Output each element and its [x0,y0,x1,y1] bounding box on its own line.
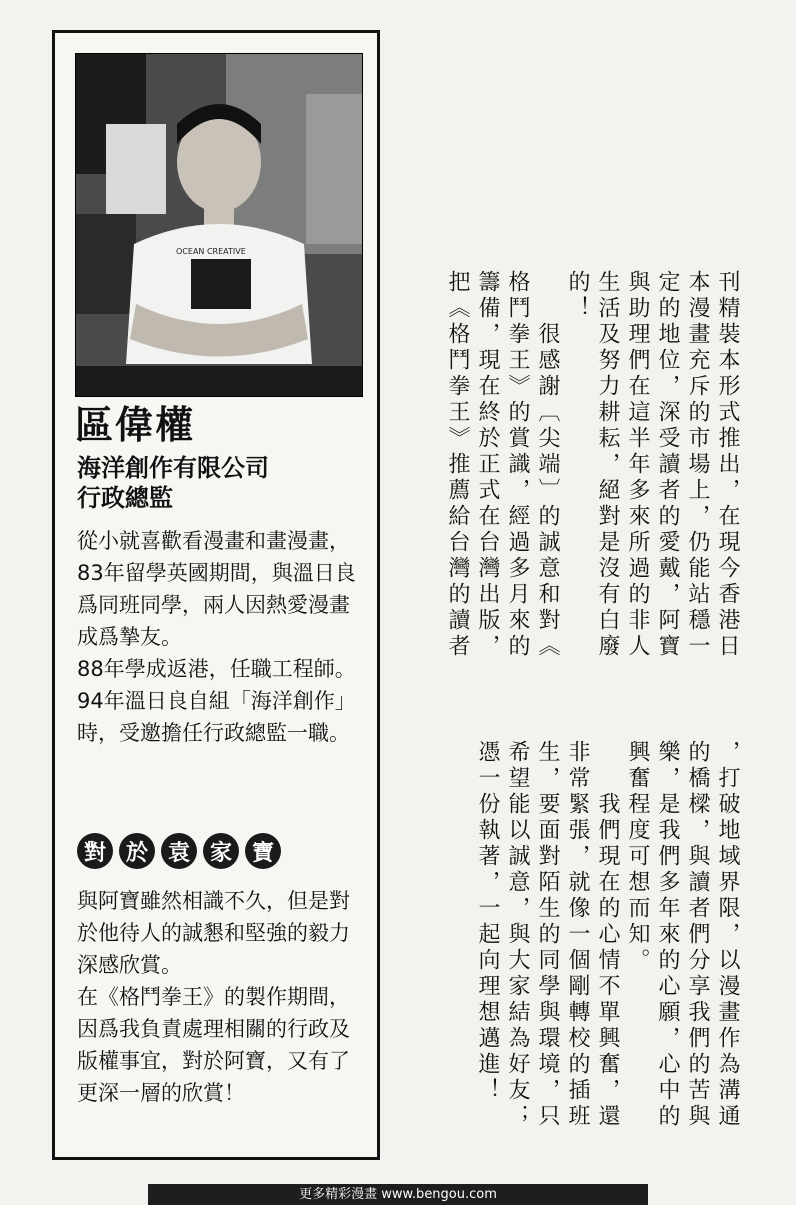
text-column: 生，要面對陌生的同學與環境，只 [535,740,560,1130]
text-column: 希望能以誠意，與大家結為好友； [505,740,530,1130]
text-column: 格鬥拳王》的賞識，經過多月來的 [505,270,530,660]
person-name: 區偉權 [75,403,196,447]
footer-banner[interactable] [148,1184,648,1205]
heading-char: 寶 [245,833,281,869]
text-column: 把《格鬥拳王》推薦給台灣的讀者 [445,270,470,660]
portrait-illustration [76,54,362,396]
heading-char: 對 [77,833,113,869]
job-title: 行政總監 [77,484,173,512]
about-heading [77,833,281,869]
about-paragraph: 在《格鬥拳王》的製作期間，因爲我負責處理相關的行政及版權事宜，對於阿寶，又有了更深一層的欣賞！ [77,985,350,1105]
shirt-text: OCEAN CREATIVE [176,247,246,256]
text-column: 的！ [565,270,590,322]
text-column: 憑一份執著，一起向理想邁進！ [475,740,500,1104]
bio-paragraph: 94年溫日良自組「海洋創作」時，受邀擔任行政總監一職。 [77,689,356,745]
profile-panel [52,30,380,1160]
text-column: 的橋樑，與讀者們分享我們的苦與 [685,740,710,1130]
about-paragraph: 與阿寶雖然相識不久，但是對於他待人的誠懇和堅強的毅力深感欣賞。 [77,889,350,977]
text-column: 定的地位，深受讀者的愛戴，阿寶 [655,270,680,660]
heading-char: 於 [119,833,155,869]
about-text [77,885,369,1109]
text-column: 我們現在的心情不單興奮，還 [595,740,620,1130]
heading-char: 袁 [161,833,197,869]
text-column: 非常緊張，就像一個剛轉校的插班 [565,740,590,1130]
text-column: 樂，是我們多年來的心願，心中的 [655,740,680,1130]
bio-paragraph: 從小就喜歡看漫畫和畫漫畫，83年留學英國期間，與溫日良爲同班同學，兩人因熱愛漫畫成爲摯友。 [77,529,356,649]
text-column: 刊精裝本形式推出，在現今香港日 [715,270,740,660]
heading-char: 家 [203,833,239,869]
text-column: 本漫畫充斥的市場上，仍能站穩一 [685,270,710,660]
text-column: ，打破地域界限，以漫畫作為溝通 [715,740,740,1130]
text-column: 與助理們在這半年多來所過的非人 [625,270,650,660]
company-name: 海洋創作有限公司 [77,454,269,482]
text-column: 籌備，現在終於正式在台灣出版， [475,270,500,660]
company-block [77,453,269,513]
profile-photo [75,53,363,397]
biography [77,525,367,749]
footer-link[interactable]: 更多精彩漫畫 www.bengou.com [299,1187,497,1202]
text-column: 生活及努力耕耘，絕對是沒有白廢 [595,270,620,660]
text-column: 興奮程度可想而知。 [625,740,650,974]
bio-paragraph: 88年學成返港，任職工程師。 [77,657,356,681]
text-column: 很感謝〔尖端〕的誠意和對《 [535,270,560,660]
